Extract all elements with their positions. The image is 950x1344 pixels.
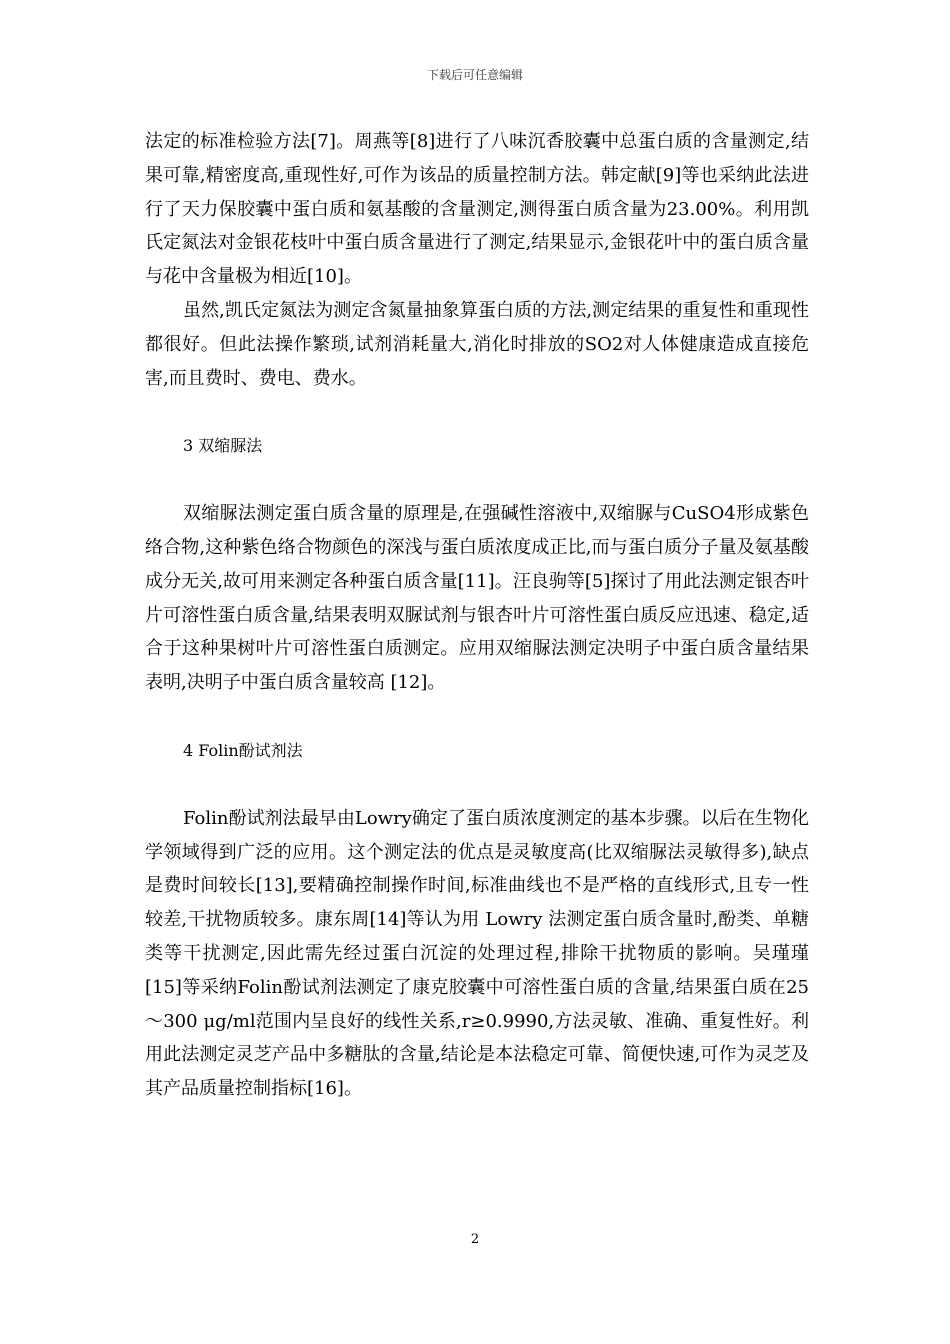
page-number: 2 [470,1232,480,1247]
paragraph-folin-method: Folin酚试剂法最早由Lowry确定了蛋白质浓度测定的基本步骤。以后在生物化学领域得到广泛的应用。这个测定法的优点是灵敏度高(比双缩脲法灵敏得多),缺点是费时间较长[13],要精确控制操作时间,标准曲线也不是严格的直线形式,且专一性较差,干扰物质较多。康东周[14]等认为用 Lowry 法测定蛋白质含量时,酚类、单糖类等干扰测定,因此需先经过蛋白沉淀的处理过程,排除干扰物质的影响。吴瑾瑾 [15]等采纳Folin酚试剂法测定了康克胶囊中可溶性蛋白质的含量,结果蛋白质在25～300 μg/ml范围内呈良好的线性关系,r≥0.9990,方法灵敏、准确、重复性好。利用此法测定灵芝产品中多糖肽的含量,结论是本法稳定可靠、简便快速,可作为灵芝及其产品质量控制指标[16]。 [145,807,809,1100]
document-body [145,125,809,1106]
section-heading-folin: 4 Folin酚试剂法 [183,740,303,760]
spacer [145,768,809,802]
spacer [145,463,809,497]
paragraph-kjeldahl-drawbacks: 虽然,凯氏定氮法为测定含氮量抽象算蛋白质的方法,测定结果的重复性和重现性都很好。但此法操作繁琐,试剂消耗量大,消化时排放的SO2对人体健康造成直接危害,而且费时、费电、费水。 [145,299,809,389]
paragraph-kjeldahl-applications: 法定的标准检验方法[7]。周燕等[8]进行了八味沉香胶囊中总蛋白质的含量测定,结果可靠,精密度高,重现性好,可作为该品的质量控制方法。韩定献[9]等也采纳此法进行了天力保胶囊中蛋白质和氨基酸的含量测定,测得蛋白质含量为23.00%。利用凯氏定氮法对金银花枝叶中蛋白质含量进行了测定,结果显示,金银花叶中的蛋白质含量与花中含量极为相近[10]。 [145,131,809,288]
spacer [145,700,809,734]
page-header: 下载后可任意编辑 [426,68,523,82]
spacer [145,395,809,429]
section-heading-biuret: 3 双缩脲法 [183,436,263,456]
paragraph-biuret-method: 双缩脲法测定蛋白质含量的原理是,在强碱性溶液中,双缩脲与CuSO4形成紫色络合物,这种紫色络合物颜色的深浅与蛋白质浓度成正比,而与蛋白质分子量及氨基酸成分无关,故可用来测定各种蛋白质含量[11]。汪良驹等[5]探讨了用此法测定银杏叶片可溶性蛋白质含量,结果表明双脲试剂与银杏叶片可溶性蛋白质反应迅速、稳定,适合于这种果树叶片可溶性蛋白质测定。应用双缩脲法测定决明子中蛋白质含量结果表明,决明子中蛋白质含量较高 [12]。 [145,503,809,694]
